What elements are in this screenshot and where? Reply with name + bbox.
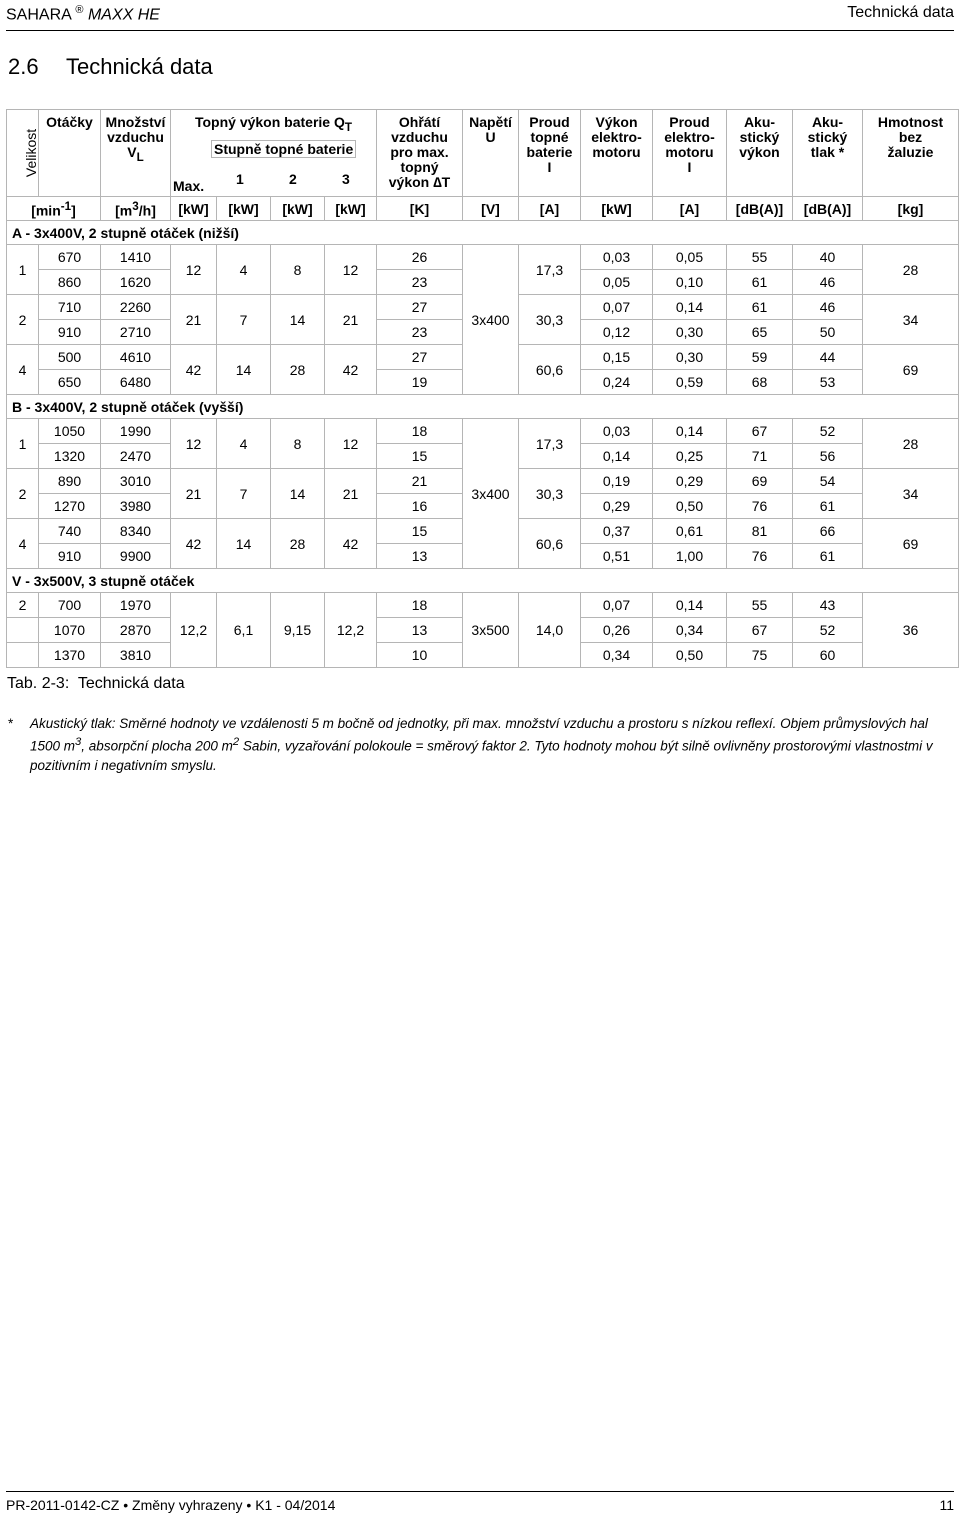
table-cell: 1370 [39,643,101,668]
table-cell: 61 [727,295,793,320]
table-cell: 28 [863,419,959,469]
unit-cell: [kW] [325,197,377,221]
text-fragment: topný [400,159,439,175]
table-cell [7,643,39,668]
table-cell: 13 [377,618,463,643]
table-cell: 0,37 [581,519,653,544]
table-cell: 17,3 [519,419,581,469]
table-cell: 69 [863,345,959,395]
table-cell: 56 [793,444,863,469]
table-cell: 9,15 [271,593,325,668]
table-cell: 76 [727,544,793,569]
table-cell: 0,07 [581,295,653,320]
table-cell: 3810 [101,643,171,668]
col-akusticky-vykon [727,110,793,197]
table-cell: 0,25 [653,444,727,469]
text-fragment: /h] [138,202,156,219]
section-row [7,395,959,419]
table-cell: 43 [793,593,863,618]
footnote [8,714,948,775]
table-cell: 0,50 [653,643,727,668]
table-cell: 0,30 [653,320,727,345]
table-cell: 0,14 [653,295,727,320]
unit-cell: [kW] [581,197,653,221]
table-cell: 2 [7,295,39,345]
text-fragment: [min [31,202,61,219]
document-brand [6,4,160,24]
table-cell: 76 [727,494,793,519]
section-number: 2.6 [8,54,39,79]
table-cell: 710 [39,295,101,320]
table-cell: 2710 [101,320,171,345]
footnote-text [30,714,948,775]
text-fragment: bez [898,129,923,145]
table-cell: 910 [39,544,101,569]
table-cell: 23 [377,320,463,345]
table-cell: 1620 [101,270,171,295]
table-cell: 8 [271,245,325,295]
text-fragment: , absorpční plocha 200 m [81,738,233,754]
col-topny-vykon [171,110,377,197]
table-cell: 53 [793,370,863,395]
table-cell: 0,03 [581,245,653,270]
table-cell: 0,14 [581,444,653,469]
table-cell: 0,12 [581,320,653,345]
caption-text: Technická data [77,675,185,692]
page-header [6,0,954,30]
table-cell: 2 [7,593,39,618]
table-cell: 26 [377,245,463,270]
table-cell: 0,26 [581,618,653,643]
table-cell: 69 [863,519,959,569]
text-fragment: výkon [739,144,780,160]
brand-name: SAHARA [6,6,71,24]
table-cell: 28 [863,245,959,295]
table-cell: 4610 [101,345,171,370]
table-cell: 55 [727,593,793,618]
technical-data-table [6,109,959,668]
table-cell: 3x400 [463,245,519,395]
table-cell: 15 [377,519,463,544]
table-cell: 52 [793,419,863,444]
unit-cell: [A] [653,197,727,221]
table-cell: 0,34 [653,618,727,643]
table-cell: 3x500 [463,593,519,668]
table-cell: 23 [377,270,463,295]
table-cell: 42 [171,345,217,395]
text-fragment: T [344,120,352,134]
col-ohrati [377,110,463,197]
table-cell: 0,14 [653,419,727,444]
table-cell: 61 [793,544,863,569]
table-cell: 14 [217,519,271,569]
table-cell: 0,19 [581,469,653,494]
footnote-star: * [8,716,14,731]
text-fragment: ] [71,202,76,219]
table-cell: 42 [325,519,377,569]
table-cell: 65 [727,320,793,345]
text-fragment: Proud [529,114,570,130]
unit-cell: [kg] [863,197,959,221]
table-cell: 66 [793,519,863,544]
table-cell: 68 [727,370,793,395]
table-cell: 12 [171,419,217,469]
table-cell: 6480 [101,370,171,395]
table-cell: 10 [377,643,463,668]
text-fragment: 1 [236,171,244,187]
section-title [8,54,213,80]
table-cell: 2 [7,469,39,519]
text-fragment: I [547,159,552,175]
table-cell: 71 [727,444,793,469]
table-cell: 1270 [39,494,101,519]
table-cell: 61 [793,494,863,519]
unit-cell: [kW] [217,197,271,221]
text-fragment: Hmotnost [877,114,944,130]
text-fragment: Napětí [469,114,512,130]
table-cell: 2870 [101,618,171,643]
section-row [7,221,959,245]
table-cell: 34 [863,295,959,345]
table-cell: 21 [325,295,377,345]
col-velikost [7,110,39,197]
caption-label: Tab. 2-3: [7,675,70,692]
table-cell: 1050 [39,419,101,444]
table-cell: 44 [793,345,863,370]
table-cell: 30,3 [519,469,581,519]
table-cell: 1070 [39,618,101,643]
table-cell: 1970 [101,593,171,618]
text-fragment: L [136,150,144,164]
table-cell: 13 [377,544,463,569]
table-cell: 40 [793,245,863,270]
table-cell: 910 [39,320,101,345]
table-cell: 860 [39,270,101,295]
table-cell: 650 [39,370,101,395]
text-fragment: Velikost [23,128,40,178]
table-cell: 59 [727,345,793,370]
table-cell: 700 [39,593,101,618]
unit-cell: [V] [463,197,519,221]
section-b-label: B - 3x400V, 2 stupně otáček (vyšší) [7,395,959,419]
model-name: MAXX HE [87,6,160,24]
unit-cell: [kW] [171,197,217,221]
table-cell: 30,3 [519,295,581,345]
text-fragment: 3 [75,736,82,748]
table-cell: 19 [377,370,463,395]
table-cell: 0,30 [653,345,727,370]
table-cell: 28 [271,345,325,395]
text-fragment: [m [115,202,133,219]
table-cell: 67 [727,618,793,643]
table-cell: 1320 [39,444,101,469]
table-cell: 14,0 [519,593,581,668]
text-fragment: stický [807,129,848,145]
table-cell: 81 [727,519,793,544]
section-title-text: Technická data [66,54,213,79]
table-cell: 12 [325,419,377,469]
registered-mark: ® [75,4,84,16]
text-fragment: baterie [526,144,573,160]
table-cell: 42 [171,519,217,569]
table-cell: 46 [793,295,863,320]
table-cell: 4 [217,245,271,295]
table-cell: 4 [217,419,271,469]
table-cell: 4 [7,345,39,395]
text-fragment: výkon ∆T [388,174,451,190]
table-cell: 1 [7,245,39,295]
footer-doc-id: PR-2011-0142-CZ • Změny vyhrazeny • K1 - 04/2014 [6,1497,336,1513]
text-fragment: Sabin, vyzařování polokoule = směrový faktor 2. Tyto hodnoty mohou být silně ovlivněny prostorovými vlastnostmi v pozitivním i negativním smyslu. [30,738,933,773]
table-cell: 16 [377,494,463,519]
table-cell: 0,03 [581,419,653,444]
unit-cell [101,197,171,221]
text-fragment: 2 [289,171,297,187]
text-fragment: -1 [60,199,72,213]
table-cell: 3x400 [463,419,519,569]
table-cell: 12,2 [171,593,217,668]
text-fragment: vzduchu [391,129,448,145]
table-cell: 42 [325,345,377,395]
text-fragment: Akustický tlak: Směrné hodnoty ve vzdálenosti 5 m bočně od jednotky, při max. množství vzduchu a prostoru s nízkou reflexí. Objem průmyslových hal 1500 m [30,716,928,754]
text-fragment: pro max. [390,144,449,160]
table-cell: 75 [727,643,793,668]
text-fragment: Aku- [743,114,776,130]
table-cell: 7 [217,469,271,519]
table-cell: 7 [217,295,271,345]
section-a-label: A - 3x400V, 2 stupně otáček (nižší) [7,221,959,245]
table-cell: 1 [7,419,39,469]
table-cell: 6,1 [217,593,271,668]
table-cell: 0,07 [581,593,653,618]
table-cell: 34 [863,469,959,519]
text-fragment: tlak * [810,144,845,160]
text-fragment: vzduchu [107,129,164,145]
table-cell: 0,15 [581,345,653,370]
col-hmotnost [863,110,959,197]
table-cell: 0,24 [581,370,653,395]
table-cell: 60,6 [519,519,581,569]
stupne-label: Stupně topné baterie [211,140,356,158]
footer-rule [6,1491,954,1492]
unit-cell: [dB(A)] [793,197,863,221]
text-fragment: žaluzie [887,144,934,160]
table-cell: 54 [793,469,863,494]
text-fragment: U [485,129,496,145]
table-cell: 60 [793,643,863,668]
table-cell: 3980 [101,494,171,519]
text-fragment: elektro- [664,129,715,145]
table-cell: 15 [377,444,463,469]
table-cell: 21 [377,469,463,494]
table-cell: 52 [793,618,863,643]
table-cell: 12,2 [325,593,377,668]
units-row [7,197,959,221]
text-fragment: Ohřátí [398,114,441,130]
text-fragment: topné [530,129,569,145]
table-cell: 0,14 [653,593,727,618]
table-cell: 28 [271,519,325,569]
col-mnozstvi [101,110,171,197]
unit-cell [7,197,101,221]
table-cell: 1990 [101,419,171,444]
page-number: 11 [939,1497,954,1513]
table-cell: 21 [171,469,217,519]
table-cell: 2470 [101,444,171,469]
table-cell: 8340 [101,519,171,544]
table-cell: 27 [377,295,463,320]
table-cell [7,618,39,643]
table-cell: 27 [377,345,463,370]
table-cell: 9900 [101,544,171,569]
table-cell: 670 [39,245,101,270]
table-cell: 18 [377,593,463,618]
table-cell: 0,59 [653,370,727,395]
table-cell: 50 [793,320,863,345]
table-cell: 3010 [101,469,171,494]
table-cell: 0,50 [653,494,727,519]
text-fragment: Množství [105,114,166,130]
text-fragment: Proud [669,114,710,130]
unit-cell: [kW] [271,197,325,221]
text-fragment: Topný výkon baterie Q [194,114,345,130]
table-header-row [7,110,959,197]
table-cell: 500 [39,345,101,370]
unit-cell: [K] [377,197,463,221]
text-fragment: I [687,159,692,175]
unit-cell: [A] [519,197,581,221]
col-proud-motoru [653,110,727,197]
table-cell: 17,3 [519,245,581,295]
table-cell: 890 [39,469,101,494]
text-fragment: 3 [342,171,350,187]
col-akusticky-tlak [793,110,863,197]
table-cell: 0,29 [653,469,727,494]
table-cell: 0,61 [653,519,727,544]
table-cell: 1,00 [653,544,727,569]
table-cell: 36 [863,593,959,668]
text-fragment: 3 [132,199,139,213]
table-cell: 14 [217,345,271,395]
table-caption [7,675,185,693]
table-row [7,245,959,270]
table-cell: 2260 [101,295,171,320]
col-otacky: Otáčky [39,110,101,197]
table-cell: 0,34 [581,643,653,668]
table-cell: 67 [727,419,793,444]
col-napeti [463,110,519,197]
text-fragment: Aku- [811,114,844,130]
text-fragment: 2 [232,736,240,748]
table-cell: 18 [377,419,463,444]
text-fragment: stický [739,129,780,145]
col-proud-baterie [519,110,581,197]
table-cell: 12 [325,245,377,295]
table-cell: 21 [171,295,217,345]
table-cell: 4 [7,519,39,569]
table-cell: 14 [271,469,325,519]
unit-cell: [dB(A)] [727,197,793,221]
table-cell: 0,51 [581,544,653,569]
text-fragment: elektro- [591,129,642,145]
col-vykon-motoru [581,110,653,197]
table-cell: 46 [793,270,863,295]
table-cell: 740 [39,519,101,544]
table-cell: 8 [271,419,325,469]
text-fragment: motoru [592,144,641,160]
table-cell: 21 [325,469,377,519]
table-cell: 12 [171,245,217,295]
table-row [7,419,959,444]
header-section-name: Technická data [847,4,954,21]
table-cell: 69 [727,469,793,494]
text-fragment: Výkon [595,114,638,130]
section-v-label: V - 3x500V, 3 stupně otáček [7,569,959,593]
text-fragment: motoru [665,144,714,160]
table-cell: 0,05 [653,245,727,270]
max-label: Max. [173,178,205,194]
table-cell: 0,05 [581,270,653,295]
text-fragment: V [127,144,137,160]
table-cell: 0,10 [653,270,727,295]
table-row [7,593,959,618]
section-row [7,569,959,593]
table-cell: 55 [727,245,793,270]
table-cell: 14 [271,295,325,345]
header-rule [6,30,954,31]
table-cell: 0,29 [581,494,653,519]
table-cell: 61 [727,270,793,295]
table-cell: 1410 [101,245,171,270]
table-cell: 60,6 [519,345,581,395]
